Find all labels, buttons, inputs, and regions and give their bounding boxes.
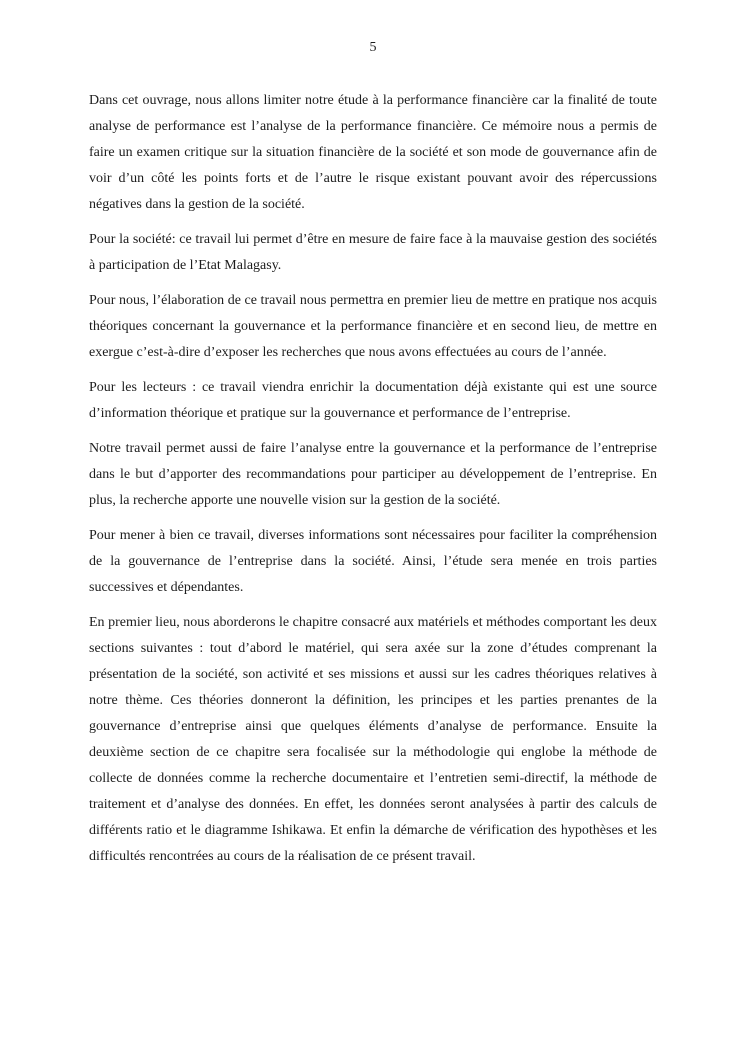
body-paragraph-3: Pour nous, l’élaboration de ce travail nous permettra en premier lieu de mettre en pratique nos acquis théoriques concernant la gouvernance et la performance financière et en second lieu, de mettre en exergue c’est-à-dire d’exposer les recherches que nous avons effectuées au cours de l’année. bbox=[89, 293, 657, 360]
body-paragraph-4: Pour les lecteurs : ce travail viendra enrichir la documentation déjà existante qui est une source d’information théorique et pratique sur la gouvernance et performance de l’entreprise. bbox=[89, 380, 657, 421]
body-paragraph-5: Notre travail permet aussi de faire l’analyse entre la gouvernance et la performance de l’entreprise dans le but d’apporter des recommandations pour participer au développement de l’entreprise. En plus, la recherche apporte une nouvelle vision sur la gestion de la société. bbox=[89, 441, 657, 508]
body-paragraph-1: Dans cet ouvrage, nous allons limiter notre étude à la performance financière car la finalité de toute analyse de performance est l’analyse de la performance financière. Ce mémoire nous a permis de faire un examen critique sur la situation financière de la société et son mode de gouvernance afin de voir d’un côté les points forts et de l’autre le risque existant pouvant avoir des répercussions négatives dans la gestion de la société. bbox=[89, 93, 657, 212]
body-paragraph-7: En premier lieu, nous aborderons le chapitre consacré aux matériels et méthodes comportant les deux sections suivantes : tout d’abord le matériel, qui sera axée sur la zone d’études comprenant la présentation de la société, son activité et ses missions et aussi sur les cadres théoriques relatives à notre thème. Ces théories donneront la définition, les principes et les parties prenantes de la gouvernance d’entreprise ainsi que quelques éléments d’analyse de performance. Ensuite la deuxième section de ce chapitre sera focalisée sur la méthodologie qui englobe la méthode de collecte de données comme la recherche documentaire et l’entretien semi-directif, la méthode de traitement et d’analyse des données. En effet, les données seront analysées à partir des calculs de différents ratio et le diagramme Ishikawa. Et enfin la démarche de vérification des hypothèses et les difficultés rencontrées au cours de la réalisation de ce présent travail. bbox=[89, 615, 657, 864]
body-paragraph-2: Pour la société: ce travail lui permet d’être en mesure de faire face à la mauvaise gestion des sociétés à participation de l’Etat Malagasy. bbox=[89, 232, 657, 273]
page-body bbox=[89, 88, 657, 870]
body-paragraph-6: Pour mener à bien ce travail, diverses informations sont nécessaires pour faciliter la compréhension de la gouvernance de l’entreprise dans la société. Ainsi, l’étude sera menée en trois parties successives et dépendantes. bbox=[89, 528, 657, 595]
page-number: 5 bbox=[369, 40, 377, 55]
